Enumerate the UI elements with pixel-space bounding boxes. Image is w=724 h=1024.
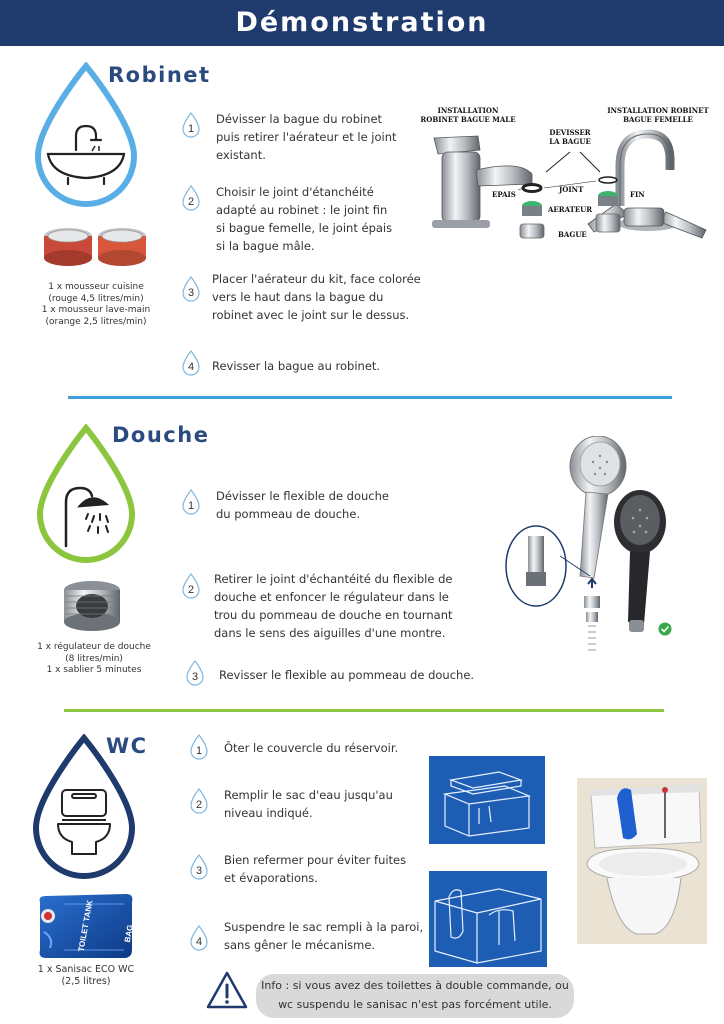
step-3-drop-icon <box>184 660 206 686</box>
wc-kit-caption: 1 x Sanisac ECO WC (2,5 litres) <box>37 964 135 987</box>
step-2-drop-icon <box>180 573 202 599</box>
label-epais: EPAIS <box>492 190 516 199</box>
step-1-drop-icon <box>188 734 210 760</box>
robinet-step-4: Revisser la bague au robinet. <box>212 359 381 373</box>
robinet-step-1: Dévisser la bague du robinet puis retirer l'aérateur et le joint existant. <box>216 112 397 162</box>
douche-step-2: Retirer le joint d'échantéité du flexible de douche et enfoncer le régulateur dans le trou du pommeau de douche en tournant dans le sens des aiguilles d'une montre. <box>214 572 453 640</box>
tank-lid-blueprint <box>429 756 545 844</box>
label-aerateur: AERATEUR <box>548 205 593 214</box>
step-4-drop-icon <box>180 350 202 376</box>
wc-section-title: WC <box>106 734 148 758</box>
label-bague: BAGUE <box>558 230 587 239</box>
label-joint: JOINT <box>559 185 584 194</box>
wc-step-2: Remplir le sac d'eau jusqu'au niveau indiqué. <box>224 788 393 820</box>
aerators-photo <box>38 222 150 280</box>
svg-text:4: 4 <box>195 936 203 948</box>
robinet-section-title: Robinet <box>108 63 211 87</box>
page-header <box>0 0 724 46</box>
step-1-drop-icon <box>180 112 202 138</box>
step-3-drop-icon <box>180 276 202 302</box>
label-fin: FIN <box>630 190 645 199</box>
robinet-step-3: Placer l'aérateur du kit, face colorée vers le haut dans la bague du robinet avec le joint sur le dessus. <box>212 272 421 322</box>
svg-text:2: 2 <box>187 584 195 596</box>
douche-section-title: Douche <box>112 423 210 447</box>
page-title: Démonstration <box>235 7 489 38</box>
robinet-kit-caption: 1 x mousseur cuisine (rouge 4,5 litres/min) 1 x mousseur lave-main (orange 2,5 litres/min) <box>41 282 151 327</box>
label-bague-male: INSTALLATION ROBINET BAGUE MALE <box>420 106 516 124</box>
svg-text:3: 3 <box>195 865 203 877</box>
douche-step-3: Revisser le flexible au pommeau de douche. <box>219 668 475 682</box>
robinet-step-2: Choisir le joint d'étanchéité adapté au robinet : le joint fin si bague femelle, le joint épais si la bague mâle. <box>216 185 393 253</box>
toilet-photo <box>577 778 707 944</box>
shower-regulator-photo <box>60 578 124 636</box>
info-note: Info : si vous avez des toilettes à double commande, ou wc suspendu le sanisac n'est pas forcément utile. <box>256 974 574 1018</box>
svg-text:3: 3 <box>187 287 195 299</box>
divider-douche <box>64 709 664 712</box>
douche-kit-caption: 1 x régulateur de douche (8 litres/min) 1 x sablier 5 minutes <box>37 642 151 675</box>
tank-bag-label: TOILET TANK BAG <box>76 899 135 953</box>
svg-text:4: 4 <box>187 361 195 373</box>
step-2-drop-icon <box>188 788 210 814</box>
step-1-drop-icon <box>180 489 202 515</box>
divider-robinet <box>68 396 672 399</box>
bag-hanging-blueprint <box>429 871 547 967</box>
step-2-drop-icon <box>180 185 202 211</box>
wc-step-1: Ôter le couvercle du réservoir. <box>224 741 399 755</box>
wc-step-3: Bien refermer pour éviter fuites et évaporations. <box>224 853 407 885</box>
svg-text:2: 2 <box>195 799 203 811</box>
step-3-drop-icon <box>188 854 210 880</box>
svg-text:1: 1 <box>187 500 195 512</box>
step-4-drop-icon <box>188 925 210 951</box>
svg-text:1: 1 <box>195 745 203 757</box>
wc-step-4: Suspendre le sac rempli à la paroi, sans gêner le mécanisme. <box>224 920 424 952</box>
check-icon <box>658 622 672 636</box>
label-bague-femelle: INSTALLATION ROBINET BAGUE FEMELLE <box>607 106 709 124</box>
svg-text:2: 2 <box>187 196 195 208</box>
douche-step-1: Dévisser le flexible de douche du pommeau de douche. <box>216 489 389 521</box>
svg-text:1: 1 <box>187 123 195 135</box>
faucet-installation-diagram <box>420 126 710 266</box>
warning-icon <box>205 970 249 1010</box>
svg-text:3: 3 <box>191 671 199 683</box>
label-devisser: DEVISSER LA BAGUE <box>549 128 591 146</box>
